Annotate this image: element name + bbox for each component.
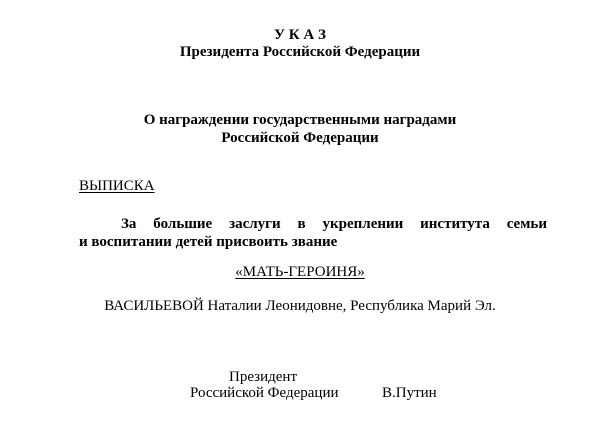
decree-body-line-2: и воспитании детей присвоить звание: [79, 234, 338, 250]
extract-label: ВЫПИСКА: [79, 178, 155, 194]
signatory-position-line-1: Президент: [229, 369, 297, 385]
issuer-line: Президента Российской Федерации: [179, 44, 421, 60]
subject-line-2: Российской Федерации: [221, 130, 379, 146]
signatory-position-line-2: Российской Федерации: [190, 385, 339, 401]
awarded-title: «МАТЬ-ГЕРОИНЯ»: [235, 264, 365, 280]
document-type: У К А З: [274, 27, 326, 43]
decree-body-line-1: За большие заслуги в укреплении института семьи: [121, 216, 547, 232]
signatory-name: В.Путин: [382, 385, 437, 401]
decree-body: [79, 215, 547, 251]
recipient-line: ВАСИЛЬЕВОЙ Наталии Леонидовне, Республика Марий Эл.: [104, 298, 496, 314]
subject-line-1: О награждении государственными наградами: [143, 112, 457, 128]
